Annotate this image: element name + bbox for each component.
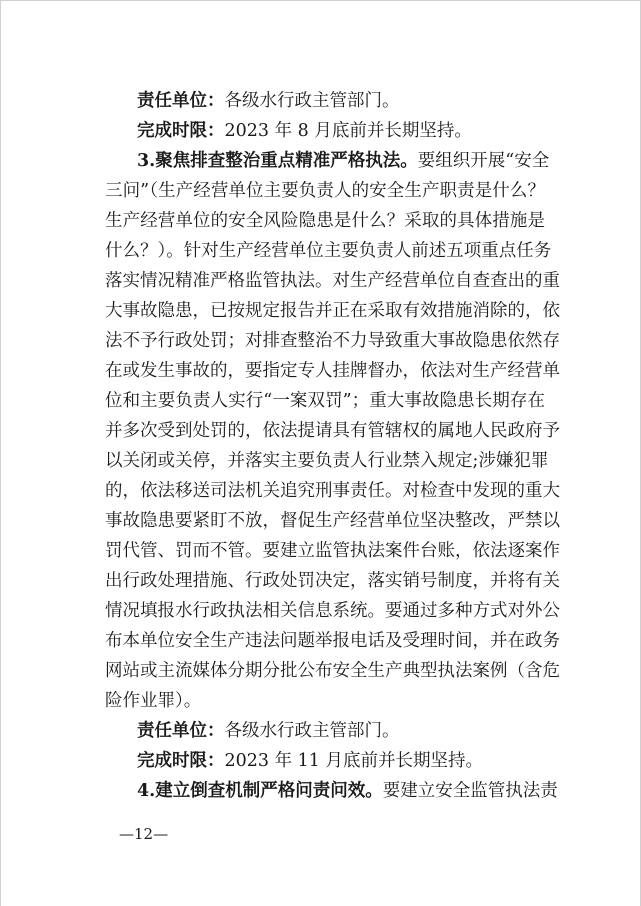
paragraph-line: 要组织开展“安全 — [417, 151, 550, 171]
responsible-unit-value: 各级水行政主管部门。 — [224, 721, 400, 741]
paragraph-line: 大事故隐患，已按规定报告并正在采取有效措施消除的，依 — [105, 301, 560, 321]
paragraph-line: 落实情况精准严格监管执法。对生产经营单位自查查出的重 — [105, 271, 560, 291]
paragraph-line: 罚代管、罚而不管。要建立监管执法案件台账，依法逐案作 — [105, 541, 560, 561]
paragraph-line: 出行政处理措施、行政处罚决定，落实销号制度，并将有关 — [105, 571, 560, 591]
paragraph-line: 位和主要负责人实行“一案双罚”；重大事故隐患长期存在 — [105, 391, 545, 411]
paragraph-line-last: 险作业罪）。 — [105, 691, 202, 711]
paragraph-line: 的，依法移送司法机关追究刑事责任。对检查中发现的重大 — [105, 481, 560, 501]
paragraph-line: 要建立安全监管执法责 — [382, 781, 558, 801]
paragraph-line: 生产经营单位的安全风险隐患是什么？采取的具体措施是 — [105, 211, 545, 231]
responsible-unit-label: 责任单位： — [137, 721, 225, 741]
section-3-heading-line — [137, 149, 550, 174]
paragraph-line: 网站或主流媒体分期分批公布安全生产典型执法案例（含危 — [105, 661, 560, 681]
paragraph-line: 并多次受到处罚的，依法提请具有管辖权的属地人民政府予 — [105, 421, 560, 441]
paragraph-line: 事故隐患要紧盯不放，督促生产经营单位坚决整改，严禁以 — [105, 511, 560, 531]
deadline-value: 2023 年 11 月底前并长期坚持。 — [224, 751, 483, 771]
paragraph-line: 以关闭或关停，并落实主要负责人行业禁入规定;涉嫌犯罪 — [105, 451, 549, 471]
deadline-line — [137, 119, 545, 144]
deadline-label: 完成时限： — [137, 121, 225, 141]
paragraph-line: 法不予行政处罚；对排查整治不力导致重大事故隐患依然存 — [105, 331, 560, 351]
paragraph-line: 什么？）。针对生产经营单位主要负责人前述五项重点任务 — [105, 241, 552, 261]
responsible-unit-value: 各级水行政主管部门。 — [224, 91, 400, 111]
deadline-value: 2023 年 8 月底前并长期坚持。 — [224, 121, 472, 141]
deadline-label: 完成时限： — [137, 751, 225, 771]
page-number: —12— — [119, 825, 169, 843]
section-3-heading: 3.聚焦排查整治重点精准严格执法。 — [137, 151, 418, 171]
paragraph-line: 布本单位安全生产违法问题举报电话及受理时间，并在政务 — [105, 631, 560, 651]
section-4-heading-line — [137, 779, 558, 804]
paragraph-line: 在或发生事故的，要指定专人挂牌督办，依法对生产经营单 — [105, 361, 560, 381]
paragraph-line: 三问”（生产经营单位主要负责人的安全生产职责是什么？ — [105, 181, 545, 201]
deadline-line — [137, 749, 545, 774]
responsible-unit-line — [137, 89, 545, 114]
responsible-unit-label: 责任单位： — [137, 91, 225, 111]
paragraph-line: 情况填报水行政执法相关信息系统。要通过多种方式对外公 — [105, 601, 560, 621]
responsible-unit-line — [137, 719, 545, 744]
section-4-heading: 4.建立倒查机制严格问责问效。 — [137, 781, 383, 801]
